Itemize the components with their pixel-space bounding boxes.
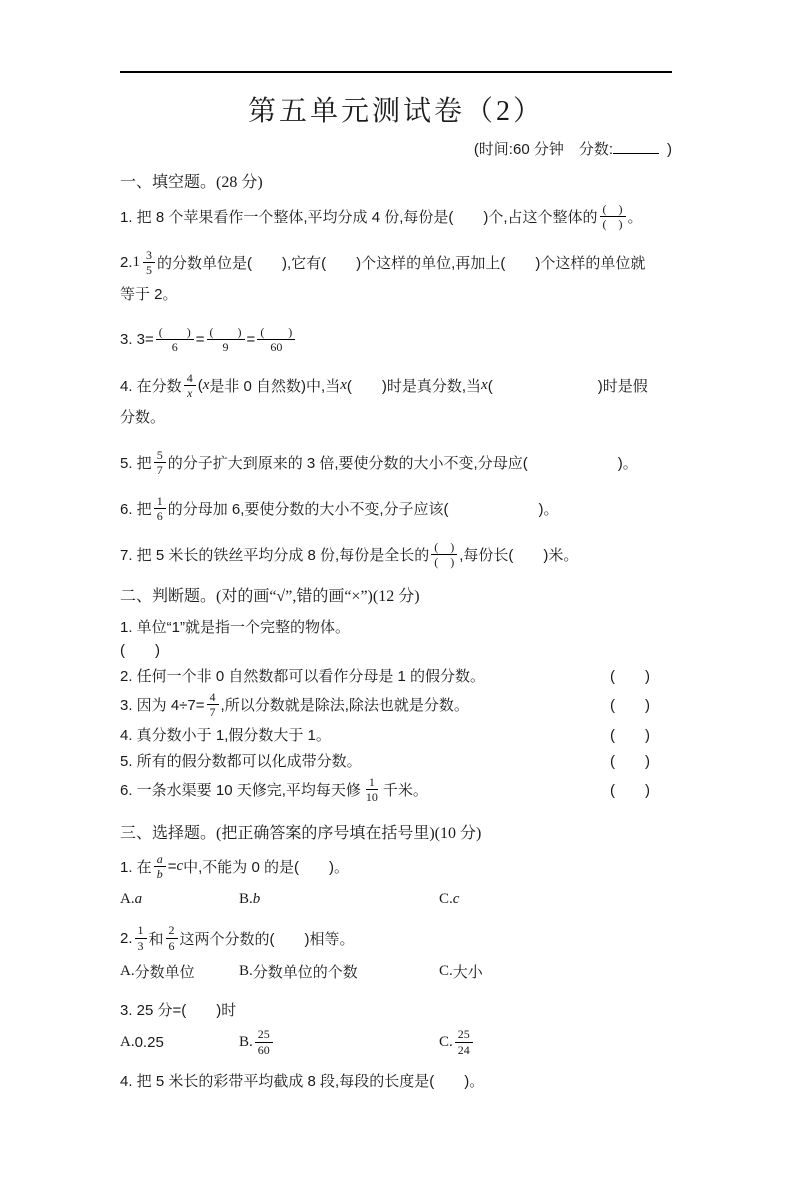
question-line (120, 749, 672, 772)
question-text: 6. 把 (120, 501, 152, 518)
section-heading: 一、填空题。(28 分) (120, 174, 263, 191)
fraction-denominator: 60 (257, 1042, 270, 1057)
option (439, 1027, 672, 1057)
fraction (207, 690, 219, 720)
question-text: 5. 把 (120, 455, 152, 472)
question-text: = (167, 857, 177, 875)
fraction-denominator: 6 (171, 340, 178, 354)
fraction-numerator: 4 (184, 371, 196, 386)
fraction (363, 775, 381, 805)
question-line (120, 852, 672, 882)
question-text: 3. 3= (120, 331, 154, 348)
question-content (120, 639, 160, 660)
question-text: 的分数单位是( ),它有( )个这样的单位,再加上( )个这样的单位就 (157, 255, 646, 272)
question-content (120, 325, 297, 355)
question (120, 324, 672, 355)
question-text: 分数单位的个数 (252, 963, 358, 981)
question-text: ( (197, 377, 203, 394)
fraction-denominator: 7 (209, 705, 216, 720)
variable: c (176, 857, 184, 874)
question-line (120, 447, 672, 478)
question-content (120, 248, 645, 278)
variable: b (252, 890, 261, 907)
answer-paren: ( ) (610, 782, 650, 800)
fraction-numerator: ( ) (600, 202, 626, 217)
question-content (120, 665, 485, 686)
question-content (120, 724, 331, 745)
fraction (143, 248, 155, 278)
question-text: 千米。 (382, 782, 428, 800)
variable: c (452, 890, 460, 907)
question-text: 的分子扩大到原来的 3 倍,要使分数的大小不变,分母应( )。 (167, 455, 638, 472)
option-label: C. (439, 962, 453, 979)
question-text: 这两个分数的( )相等。 (179, 930, 355, 948)
question-line (120, 370, 672, 401)
options-row (120, 1027, 672, 1057)
question (120, 923, 672, 985)
question-text: 3. 因为 4÷7= (120, 697, 205, 715)
fraction (154, 852, 166, 882)
question-text: ,所以分数就是除法,除法也就是分数。 (220, 697, 469, 715)
question (120, 749, 672, 772)
question-text: 2. 任何一个非 0 自然数都可以看作分母是 1 的假分数。 (120, 668, 486, 685)
answer-paren: ( ) (610, 668, 650, 685)
question-content (120, 494, 559, 524)
question-line (120, 278, 672, 309)
option-label: B. (239, 1033, 253, 1050)
fraction-numerator: 4 (207, 690, 219, 705)
fraction-denominator: 10 (365, 790, 378, 805)
question-content (120, 406, 165, 427)
fraction (207, 325, 245, 355)
section-judge (120, 586, 672, 805)
question-text: 大小 (452, 963, 483, 981)
variable: a (134, 890, 143, 907)
question-text: 等于 2。 (120, 286, 178, 303)
fraction (166, 923, 178, 953)
question-line (120, 1067, 672, 1095)
fraction (455, 1027, 473, 1057)
question-text: ,每份长( )米。 (459, 547, 579, 564)
fraction (156, 325, 194, 355)
question-content (120, 750, 362, 771)
fraction-denominator: 6 (168, 938, 175, 953)
section-fill (120, 172, 672, 570)
question (120, 664, 672, 687)
question-line (120, 201, 672, 232)
option (239, 1027, 439, 1057)
fraction-denominator: 24 (457, 1042, 470, 1057)
option-label: A. (120, 890, 135, 907)
question (120, 723, 672, 746)
fraction-denominator: ( ) (602, 217, 623, 231)
fraction-numerator: 1 (366, 775, 378, 790)
question-content (120, 852, 349, 882)
question-text: 的分母加 6,要使分数的大小不变,分子应该( )。 (167, 501, 559, 518)
option (120, 961, 239, 982)
option-label: B. (239, 890, 253, 907)
question-content (120, 448, 638, 478)
mixed-whole: 1 (132, 254, 141, 270)
question-text: 4. 真分数小于 1,假分数大于 1。 (120, 726, 331, 744)
question-text: = (195, 331, 205, 348)
question-content (120, 999, 236, 1020)
question-line (120, 493, 672, 524)
question-text: 分数。 (120, 409, 166, 426)
question-content (120, 1070, 484, 1091)
question-text: 6. 一条水渠要 10 天修完,平均每天修 (120, 782, 361, 800)
question-text: 1. 把 8 个苹果看作一个整体,平均分成 4 份,每份是( )个,占这个整体的 (120, 209, 598, 226)
option-label: C. (439, 1033, 453, 1050)
question-text: ( )时是假 (487, 378, 648, 395)
question-text: ( ) (120, 642, 160, 659)
fraction-numerator: 3 (143, 248, 155, 263)
question-line (120, 401, 672, 432)
fraction-denominator: 5 (146, 263, 153, 277)
question-content (120, 690, 469, 720)
section-heading: 三、选择题。(把正确答案的序号填在括号里)(10 分) (120, 824, 482, 842)
answer-paren: ( ) (610, 726, 650, 744)
variable: x (340, 377, 347, 393)
options-row (120, 885, 672, 913)
fraction (255, 1027, 273, 1057)
question (120, 370, 672, 432)
fraction (184, 371, 196, 401)
question-content (120, 202, 643, 232)
fraction (135, 923, 147, 953)
sections-container (120, 172, 672, 1095)
question-line (120, 995, 672, 1023)
question-line (120, 615, 672, 638)
question (120, 1067, 672, 1095)
question-text: ( )时是真分数,当 (346, 378, 482, 395)
fraction-numerator: ( ) (207, 325, 245, 340)
option (439, 961, 672, 982)
question (120, 775, 672, 805)
mixed-number (133, 248, 158, 278)
question (120, 493, 672, 524)
question-content (120, 540, 578, 570)
question-line (120, 539, 672, 570)
fraction-numerator: 1 (135, 923, 147, 938)
question-content (120, 775, 428, 805)
question-text: = (246, 331, 256, 348)
fraction-denominator: 6 (156, 509, 163, 523)
fraction-numerator: ( ) (257, 325, 295, 340)
question-text: 2. (120, 254, 133, 271)
question-content (120, 371, 648, 401)
question-text: 4. 在分数 (120, 378, 182, 395)
fraction-denominator: ( ) (434, 555, 455, 569)
question-text: 5. 所有的假分数都可以化成带分数。 (120, 752, 362, 770)
fraction-denominator: 9 (222, 340, 229, 354)
section-choice (120, 823, 672, 1095)
question-text: 是非 0 自然数)中,当 (209, 378, 341, 395)
question-text: 。 (627, 209, 643, 226)
option-label: A. (120, 962, 135, 979)
meta-prefix: (时间:60 分钟 分数: (473, 141, 613, 158)
fraction-numerator: 25 (255, 1027, 273, 1042)
question-line (120, 664, 672, 687)
fraction (154, 494, 166, 524)
option (120, 1034, 239, 1051)
question-line (120, 775, 672, 805)
fraction-numerator: ( ) (156, 325, 194, 340)
question (120, 852, 672, 914)
fraction (154, 448, 166, 478)
question-text: 中,不能为 0 的是( )。 (183, 858, 349, 876)
question (120, 690, 672, 720)
fraction-numerator: 1 (154, 494, 166, 509)
question-text: 1. 单位“1”就是指一个完整的物体。 (120, 619, 351, 636)
answer-paren: ( ) (610, 752, 650, 770)
question-text: 3. 25 分=( )时 (120, 1001, 237, 1019)
question (120, 539, 672, 570)
time-score-line (120, 138, 672, 159)
option (239, 891, 439, 908)
options-row (120, 957, 672, 985)
question-content (120, 616, 350, 637)
question (120, 201, 672, 232)
question-text: 和 (148, 930, 164, 948)
answer-paren: ( ) (610, 697, 650, 715)
question-content (120, 283, 178, 304)
option (439, 891, 672, 908)
fraction-denominator: x (187, 386, 193, 400)
question-line (120, 324, 672, 355)
question-line (120, 723, 672, 746)
question (120, 995, 672, 1057)
fraction-denominator: 3 (137, 938, 144, 953)
question-content (120, 923, 355, 953)
option-label: B. (239, 962, 253, 979)
fraction (257, 325, 295, 355)
fraction (431, 540, 457, 570)
question-line (120, 690, 672, 720)
meta-suffix: ) (667, 141, 672, 158)
fraction-numerator: 2 (166, 923, 178, 938)
question (120, 247, 672, 309)
question-line (120, 923, 672, 953)
question-text: 7. 把 5 米长的铁丝平均分成 8 份,每份是全长的 (120, 547, 430, 564)
fraction-numerator: a (154, 852, 166, 867)
question (120, 615, 672, 661)
option-label: C. (439, 890, 453, 907)
question-text: 2. (120, 929, 133, 947)
fraction-denominator: 60 (270, 340, 283, 354)
fraction-numerator: 5 (154, 448, 166, 463)
question-line (120, 247, 672, 278)
question (120, 447, 672, 478)
question-text: 0.25 (134, 1033, 164, 1051)
question-text: 1. 在 (120, 858, 152, 876)
page-title: 第五单元测试卷（2） (247, 96, 544, 127)
test-paper (0, 71, 793, 1095)
fraction-numerator: 25 (455, 1027, 473, 1042)
fraction-denominator: b (156, 866, 163, 881)
header-rule (120, 71, 672, 73)
question-text: 分数单位 (134, 963, 195, 981)
variable: x (481, 377, 488, 393)
option (239, 961, 439, 982)
score-blank (613, 139, 659, 154)
fraction-numerator: ( ) (431, 540, 457, 555)
fraction (600, 202, 626, 232)
option (120, 891, 239, 908)
question-text: 4. 把 5 米长的彩带平均截成 8 段,每段的长度是( )。 (120, 1073, 485, 1091)
section-heading: 二、判断题。(对的画“√”,错的画“×”)(12 分) (120, 588, 420, 605)
fraction-denominator: 7 (156, 463, 163, 477)
question-line (120, 638, 672, 661)
option-label: A. (120, 1033, 135, 1050)
variable: x (202, 377, 210, 393)
